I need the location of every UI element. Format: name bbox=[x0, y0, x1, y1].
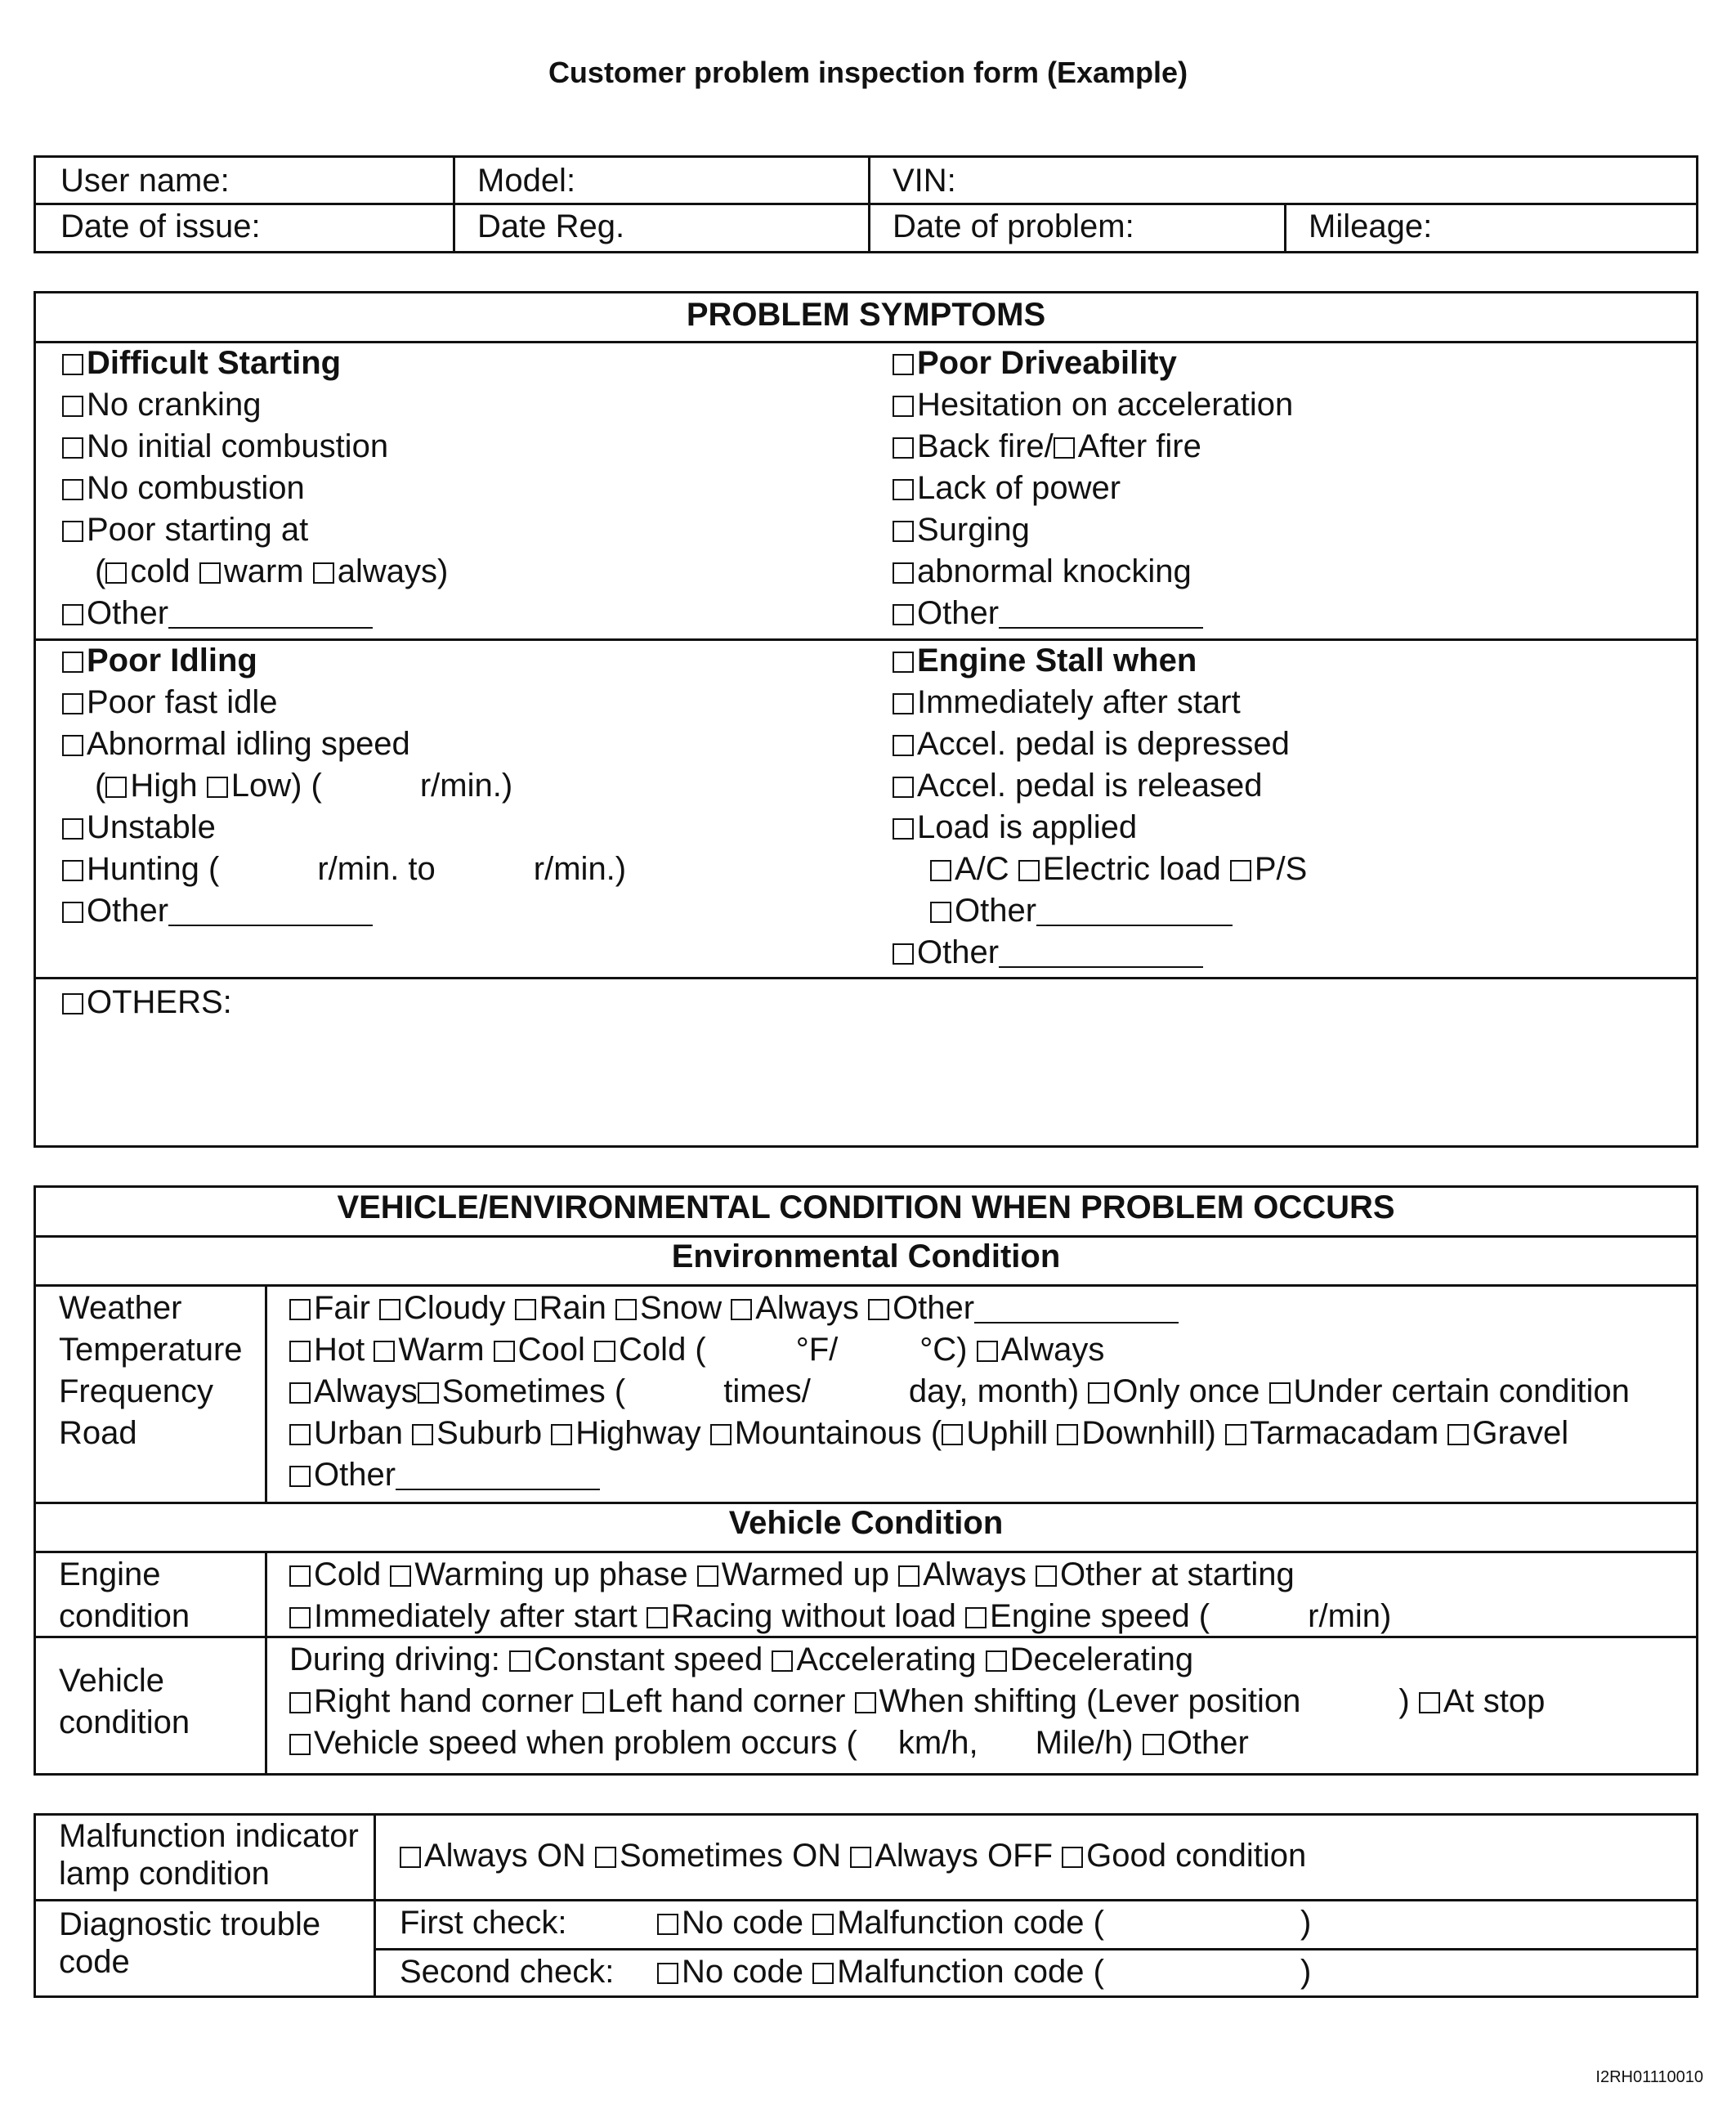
under-certain-label: Under certain condition bbox=[1293, 1373, 1630, 1409]
model-field[interactable]: Model: bbox=[477, 163, 576, 199]
others-label: OTHERS: bbox=[87, 984, 232, 1020]
ac-label: A/C bbox=[955, 851, 1009, 887]
poor-driveability-checkbox[interactable] bbox=[893, 354, 914, 375]
other-starting-label: Other at starting bbox=[1059, 1556, 1295, 1592]
mil-label bbox=[59, 1817, 359, 1892]
cool-checkbox[interactable] bbox=[494, 1341, 515, 1362]
first-no-code-checkbox[interactable] bbox=[657, 1914, 678, 1935]
engine-always-label: Always bbox=[923, 1556, 1027, 1592]
celsius-label: °C) bbox=[919, 1332, 968, 1368]
second-no-code-label: No code bbox=[682, 1954, 803, 1990]
dtc-label-line1: Diagnostic trouble bbox=[59, 1906, 321, 1942]
downhill-label: Downhill) bbox=[1081, 1415, 1216, 1451]
engine-rmin-label: r/min) bbox=[1308, 1598, 1392, 1634]
first-close: ) bbox=[1300, 1905, 1312, 1941]
stall-other-checkbox[interactable] bbox=[893, 943, 914, 965]
warming-checkbox[interactable] bbox=[390, 1565, 411, 1587]
road-other-checkbox[interactable] bbox=[289, 1466, 311, 1487]
date-of-issue-field[interactable]: Date of issue: bbox=[60, 208, 261, 244]
snow-label: Snow bbox=[640, 1290, 723, 1326]
unstable-label: Unstable bbox=[87, 809, 216, 845]
during-driving-label: During driving: bbox=[289, 1641, 500, 1677]
second-check-label: Second check: bbox=[400, 1954, 615, 1990]
rain-checkbox[interactable] bbox=[515, 1299, 536, 1320]
poor-starting-label: Poor starting at bbox=[87, 512, 309, 548]
hunting-rpm-end: r/min.) bbox=[533, 851, 627, 887]
poor-starting-checkbox[interactable] bbox=[62, 521, 83, 542]
gravel-checkbox[interactable] bbox=[1447, 1424, 1469, 1445]
no-combustion-checkbox[interactable] bbox=[62, 479, 83, 500]
engine-immediately-label: Immediately after start bbox=[314, 1598, 638, 1634]
figure-code: I2RH01110010 bbox=[1595, 2068, 1703, 2086]
engine-immediately-checkbox[interactable] bbox=[289, 1607, 311, 1628]
engine-label-line2: condition bbox=[59, 1598, 190, 1634]
idle-open-paren: ( bbox=[95, 768, 106, 804]
load-other-checkbox[interactable] bbox=[930, 902, 951, 923]
other-starting-checkbox[interactable] bbox=[1036, 1565, 1057, 1587]
shifting-close: ) bbox=[1398, 1683, 1410, 1719]
pedal-depressed-label: Accel. pedal is depressed bbox=[917, 726, 1290, 762]
urban-checkbox[interactable] bbox=[289, 1424, 311, 1445]
suburb-label: Suburb bbox=[436, 1415, 543, 1451]
uphill-label: Uphill bbox=[966, 1415, 1049, 1451]
highway-label: Highway bbox=[575, 1415, 701, 1451]
conditions-heading: VEHICLE/ENVIRONMENTAL CONDITION WHEN PROBLEM OCCURS bbox=[337, 1189, 1395, 1225]
idling-other-checkbox[interactable] bbox=[62, 902, 83, 923]
lack-of-power-label: Lack of power bbox=[917, 470, 1121, 506]
mil-label-line2: lamp condition bbox=[59, 1856, 270, 1892]
always-on-checkbox[interactable] bbox=[400, 1847, 421, 1868]
surging-checkbox[interactable] bbox=[893, 521, 914, 542]
vehicle-condition-values bbox=[289, 1639, 1545, 1764]
temp-warm-label: Warm bbox=[398, 1332, 485, 1368]
difficult-starting-checkbox[interactable] bbox=[62, 354, 83, 375]
decelerating-checkbox[interactable] bbox=[986, 1650, 1007, 1672]
constant-speed-checkbox[interactable] bbox=[509, 1650, 530, 1672]
high-label: High bbox=[130, 768, 198, 804]
snow-checkbox[interactable] bbox=[615, 1299, 637, 1320]
stall-immediately-checkbox[interactable] bbox=[893, 693, 914, 714]
sometimes-checkbox[interactable] bbox=[418, 1382, 439, 1404]
sometimes-on-checkbox[interactable] bbox=[595, 1847, 616, 1868]
others-group bbox=[62, 982, 232, 1023]
ps-label: P/S bbox=[1254, 851, 1308, 887]
problem-symptoms-section bbox=[34, 291, 1698, 1148]
engine-cold-checkbox[interactable] bbox=[289, 1565, 311, 1587]
left-corner-label: Left hand corner bbox=[607, 1683, 846, 1719]
accelerating-label: Accelerating bbox=[796, 1641, 977, 1677]
back-fire-checkbox[interactable] bbox=[893, 437, 914, 459]
difficult-starting-title: Difficult Starting bbox=[87, 345, 342, 381]
tarmacadam-checkbox[interactable] bbox=[1225, 1424, 1246, 1445]
driveability-other-checkbox[interactable] bbox=[893, 604, 914, 625]
second-malfunction-code-label: Malfunction code ( bbox=[837, 1954, 1104, 1990]
idle-rpm-label: r/min.) bbox=[419, 768, 513, 804]
temp-always-checkbox[interactable] bbox=[977, 1341, 998, 1362]
mileh-label: Mile/h) bbox=[1035, 1725, 1134, 1761]
fair-label: Fair bbox=[314, 1290, 370, 1326]
engine-speed-checkbox[interactable] bbox=[965, 1607, 987, 1628]
vehicle-other-label: Other bbox=[1166, 1725, 1249, 1761]
accelerating-checkbox[interactable] bbox=[772, 1650, 793, 1672]
poor-driveability-title: Poor Driveability bbox=[917, 345, 1177, 381]
date-reg-field[interactable]: Date Reg. bbox=[477, 208, 625, 244]
cold-label: cold bbox=[130, 553, 190, 589]
after-fire-label: After fire bbox=[1077, 428, 1201, 464]
mil-label-line1: Malfunction indicator bbox=[59, 1818, 359, 1854]
form-title: Customer problem inspection form (Example) bbox=[548, 56, 1188, 89]
no-initial-combustion-checkbox[interactable] bbox=[62, 437, 83, 459]
mil-values bbox=[400, 1835, 1306, 1877]
pedal-released-checkbox[interactable] bbox=[893, 777, 914, 798]
low-checkbox[interactable] bbox=[207, 777, 228, 798]
mountainous-checkbox[interactable] bbox=[710, 1424, 732, 1445]
others-checkbox[interactable] bbox=[62, 993, 83, 1014]
engine-stall-title: Engine Stall when bbox=[917, 643, 1197, 679]
always-off-checkbox[interactable] bbox=[850, 1847, 871, 1868]
abnormal-idling-checkbox[interactable] bbox=[62, 735, 83, 756]
weather-label: Weather bbox=[59, 1290, 182, 1326]
vehicle-other-checkbox[interactable] bbox=[1143, 1734, 1164, 1755]
constant-speed-label: Constant speed bbox=[534, 1641, 763, 1677]
load-other-label: Other bbox=[955, 893, 1037, 929]
only-once-checkbox[interactable] bbox=[1088, 1382, 1109, 1404]
driveability-other-label: Other bbox=[917, 595, 1000, 631]
shifting-label: When shifting (Lever position bbox=[879, 1683, 1301, 1719]
no-cranking-checkbox[interactable] bbox=[62, 396, 83, 417]
hesitation-label: Hesitation on acceleration bbox=[917, 387, 1294, 423]
first-malfunction-code-label: Malfunction code ( bbox=[837, 1905, 1104, 1941]
sometimes-on-label: Sometimes ON bbox=[619, 1838, 842, 1874]
left-corner-checkbox[interactable] bbox=[583, 1692, 604, 1713]
always-label: always) bbox=[337, 553, 449, 589]
hunting-checkbox[interactable] bbox=[62, 860, 83, 881]
unstable-checkbox[interactable] bbox=[62, 818, 83, 840]
shifting-checkbox[interactable] bbox=[855, 1692, 876, 1713]
warming-label: Warming up phase bbox=[414, 1556, 688, 1592]
times-label: times/ bbox=[723, 1373, 811, 1409]
header-info-table bbox=[34, 155, 1698, 253]
good-condition-label: Good condition bbox=[1086, 1838, 1307, 1874]
vehicle-speed-checkbox[interactable] bbox=[289, 1734, 311, 1755]
racing-checkbox[interactable] bbox=[647, 1607, 668, 1628]
env-labels bbox=[59, 1288, 243, 1454]
day-month-label: day, month) bbox=[908, 1373, 1080, 1409]
electric-load-checkbox[interactable] bbox=[1018, 860, 1040, 881]
uphill-checkbox[interactable] bbox=[942, 1424, 963, 1445]
engine-stall-checkbox[interactable] bbox=[893, 652, 914, 673]
poor-driveability-group bbox=[893, 343, 1293, 634]
engine-speed-label: Engine speed ( bbox=[990, 1598, 1210, 1634]
load-applied-label: Load is applied bbox=[917, 809, 1138, 845]
open-paren: ( bbox=[95, 553, 106, 589]
tarmacadam-label: Tarmacadam bbox=[1250, 1415, 1439, 1451]
surging-label: Surging bbox=[917, 512, 1030, 548]
first-malfunction-code-checkbox[interactable] bbox=[812, 1914, 834, 1935]
no-initial-combustion-label: No initial combustion bbox=[87, 428, 389, 464]
poor-fast-idle-checkbox[interactable] bbox=[62, 693, 83, 714]
temp-cold-label: Cold ( bbox=[619, 1332, 706, 1368]
load-applied-checkbox[interactable] bbox=[893, 818, 914, 840]
road-other-label: Other bbox=[314, 1457, 396, 1493]
stall-other-input[interactable] bbox=[999, 934, 1203, 968]
vehicle-speed-label: Vehicle speed when problem occurs ( bbox=[314, 1725, 857, 1761]
always-checkbox[interactable] bbox=[313, 562, 334, 584]
user-name-field[interactable]: User name: bbox=[60, 163, 230, 199]
idling-other-label: Other bbox=[87, 893, 169, 929]
at-stop-label: At stop bbox=[1443, 1683, 1546, 1719]
sometimes-label: Sometimes ( bbox=[441, 1373, 626, 1409]
problem-symptoms-heading: PROBLEM SYMPTOMS bbox=[686, 297, 1046, 333]
good-condition-checkbox[interactable] bbox=[1062, 1847, 1083, 1868]
warmed-label: Warmed up bbox=[721, 1556, 890, 1592]
urban-label: Urban bbox=[314, 1415, 403, 1451]
cloudy-checkbox[interactable] bbox=[379, 1299, 400, 1320]
second-no-code-checkbox[interactable] bbox=[657, 1963, 678, 1984]
load-other-input[interactable] bbox=[1036, 892, 1233, 926]
cool-label: Cool bbox=[517, 1332, 585, 1368]
difficult-starting-group bbox=[62, 343, 448, 634]
after-fire-checkbox[interactable] bbox=[1054, 437, 1075, 459]
only-once-label: Only once bbox=[1112, 1373, 1260, 1409]
racing-label: Racing without load bbox=[670, 1598, 956, 1634]
dtc-label-line2: code bbox=[59, 1944, 130, 1980]
vehicle-label-line1: Vehicle bbox=[59, 1663, 164, 1699]
pedal-depressed-checkbox[interactable] bbox=[893, 735, 914, 756]
stall-immediately-label: Immediately after start bbox=[917, 684, 1241, 720]
warmed-checkbox[interactable] bbox=[697, 1565, 718, 1587]
vehicle-condition-label bbox=[59, 1660, 190, 1744]
always-on-label: Always ON bbox=[424, 1838, 586, 1874]
vehicle-condition-heading: Vehicle Condition bbox=[728, 1505, 1004, 1541]
hot-label: Hot bbox=[314, 1332, 365, 1368]
knocking-label: abnormal knocking bbox=[917, 553, 1192, 589]
lack-of-power-checkbox[interactable] bbox=[893, 479, 914, 500]
engine-always-checkbox[interactable] bbox=[898, 1565, 919, 1587]
first-check-label: First check: bbox=[400, 1905, 567, 1941]
starting-other-input[interactable] bbox=[168, 594, 373, 629]
temperature-label: Temperature bbox=[59, 1332, 243, 1368]
mileage-field[interactable]: Mileage: bbox=[1309, 208, 1433, 244]
weather-other-label: Other bbox=[893, 1290, 975, 1326]
poor-idling-group bbox=[62, 640, 626, 932]
vehicle-label-line2: condition bbox=[59, 1704, 190, 1740]
fahrenheit-label: °F/ bbox=[795, 1332, 839, 1368]
conditions-section bbox=[34, 1185, 1698, 1776]
malfunction-section bbox=[34, 1813, 1698, 1998]
road-label: Road bbox=[59, 1415, 137, 1451]
abnormal-idling-label: Abnormal idling speed bbox=[87, 726, 410, 762]
warm-label: warm bbox=[223, 553, 304, 589]
decelerating-label: Decelerating bbox=[1009, 1641, 1194, 1677]
back-fire-label: Back fire/ bbox=[917, 428, 1054, 464]
road-other-input[interactable] bbox=[396, 1456, 600, 1490]
hunting-rpm-to: r/min. to bbox=[317, 851, 436, 887]
stall-other-label: Other bbox=[917, 934, 1000, 970]
starting-other-label: Other bbox=[87, 595, 169, 631]
first-check-row bbox=[400, 1902, 1311, 1944]
ps-checkbox[interactable] bbox=[1230, 860, 1251, 881]
temp-cold-checkbox[interactable] bbox=[594, 1341, 615, 1362]
hesitation-checkbox[interactable] bbox=[893, 396, 914, 417]
high-checkbox[interactable] bbox=[105, 777, 127, 798]
no-cranking-label: No cranking bbox=[87, 387, 262, 423]
ac-checkbox[interactable] bbox=[930, 860, 951, 881]
env-values bbox=[289, 1288, 1630, 1496]
poor-idling-title: Poor Idling bbox=[87, 643, 257, 679]
vin-field[interactable]: VIN: bbox=[893, 163, 956, 199]
idling-other-input[interactable] bbox=[168, 892, 373, 926]
mountainous-label: Mountainous ( bbox=[734, 1415, 942, 1451]
cold-checkbox[interactable] bbox=[105, 562, 127, 584]
temp-warm-checkbox[interactable] bbox=[374, 1341, 395, 1362]
suburb-checkbox[interactable] bbox=[412, 1424, 433, 1445]
poor-idling-checkbox[interactable] bbox=[62, 652, 83, 673]
frequency-label: Frequency bbox=[59, 1373, 213, 1409]
gravel-label: Gravel bbox=[1472, 1415, 1569, 1451]
driveability-other-input[interactable] bbox=[999, 594, 1203, 629]
weather-other-input[interactable] bbox=[974, 1289, 1179, 1323]
second-close: ) bbox=[1300, 1954, 1312, 1990]
weather-always-checkbox[interactable] bbox=[731, 1299, 752, 1320]
temp-always-label: Always bbox=[1000, 1332, 1105, 1368]
engine-cold-label: Cold bbox=[314, 1556, 382, 1592]
first-no-code-label: No code bbox=[682, 1905, 803, 1941]
pedal-released-label: Accel. pedal is released bbox=[917, 768, 1263, 804]
engine-label-line1: Engine bbox=[59, 1556, 161, 1592]
downhill-checkbox[interactable] bbox=[1057, 1424, 1078, 1445]
always-off-label: Always OFF bbox=[875, 1838, 1054, 1874]
knocking-checkbox[interactable] bbox=[893, 562, 914, 584]
engine-condition-values bbox=[289, 1554, 1391, 1637]
low-label: Low) ( bbox=[230, 768, 322, 804]
right-corner-checkbox[interactable] bbox=[289, 1692, 311, 1713]
kmh-label: km/h, bbox=[897, 1725, 978, 1761]
hunting-label: Hunting ( bbox=[87, 851, 220, 887]
engine-stall-group bbox=[893, 640, 1307, 974]
fair-checkbox[interactable] bbox=[289, 1299, 311, 1320]
highway-checkbox[interactable] bbox=[551, 1424, 572, 1445]
environmental-heading: Environmental Condition bbox=[671, 1238, 1061, 1274]
warm-checkbox[interactable] bbox=[199, 562, 221, 584]
starting-other-checkbox[interactable] bbox=[62, 604, 83, 625]
second-malfunction-code-checkbox[interactable] bbox=[812, 1963, 834, 1984]
poor-fast-idle-label: Poor fast idle bbox=[87, 684, 278, 720]
no-combustion-label: No combustion bbox=[87, 470, 305, 506]
freq-always-label: Always bbox=[314, 1373, 418, 1409]
second-check-row bbox=[400, 1951, 1311, 1993]
freq-always-checkbox[interactable] bbox=[289, 1382, 311, 1404]
at-stop-checkbox[interactable] bbox=[1419, 1692, 1440, 1713]
under-certain-checkbox[interactable] bbox=[1269, 1382, 1291, 1404]
right-corner-label: Right hand corner bbox=[314, 1683, 574, 1719]
weather-other-checkbox[interactable] bbox=[868, 1299, 889, 1320]
weather-always-label: Always bbox=[755, 1290, 859, 1326]
rain-label: Rain bbox=[539, 1290, 606, 1326]
electric-load-label: Electric load bbox=[1042, 851, 1221, 887]
engine-condition-label bbox=[59, 1554, 190, 1637]
dtc-label bbox=[59, 1906, 320, 1981]
date-of-problem-field[interactable]: Date of problem: bbox=[893, 208, 1134, 244]
cloudy-label: Cloudy bbox=[404, 1290, 506, 1326]
hot-checkbox[interactable] bbox=[289, 1341, 311, 1362]
